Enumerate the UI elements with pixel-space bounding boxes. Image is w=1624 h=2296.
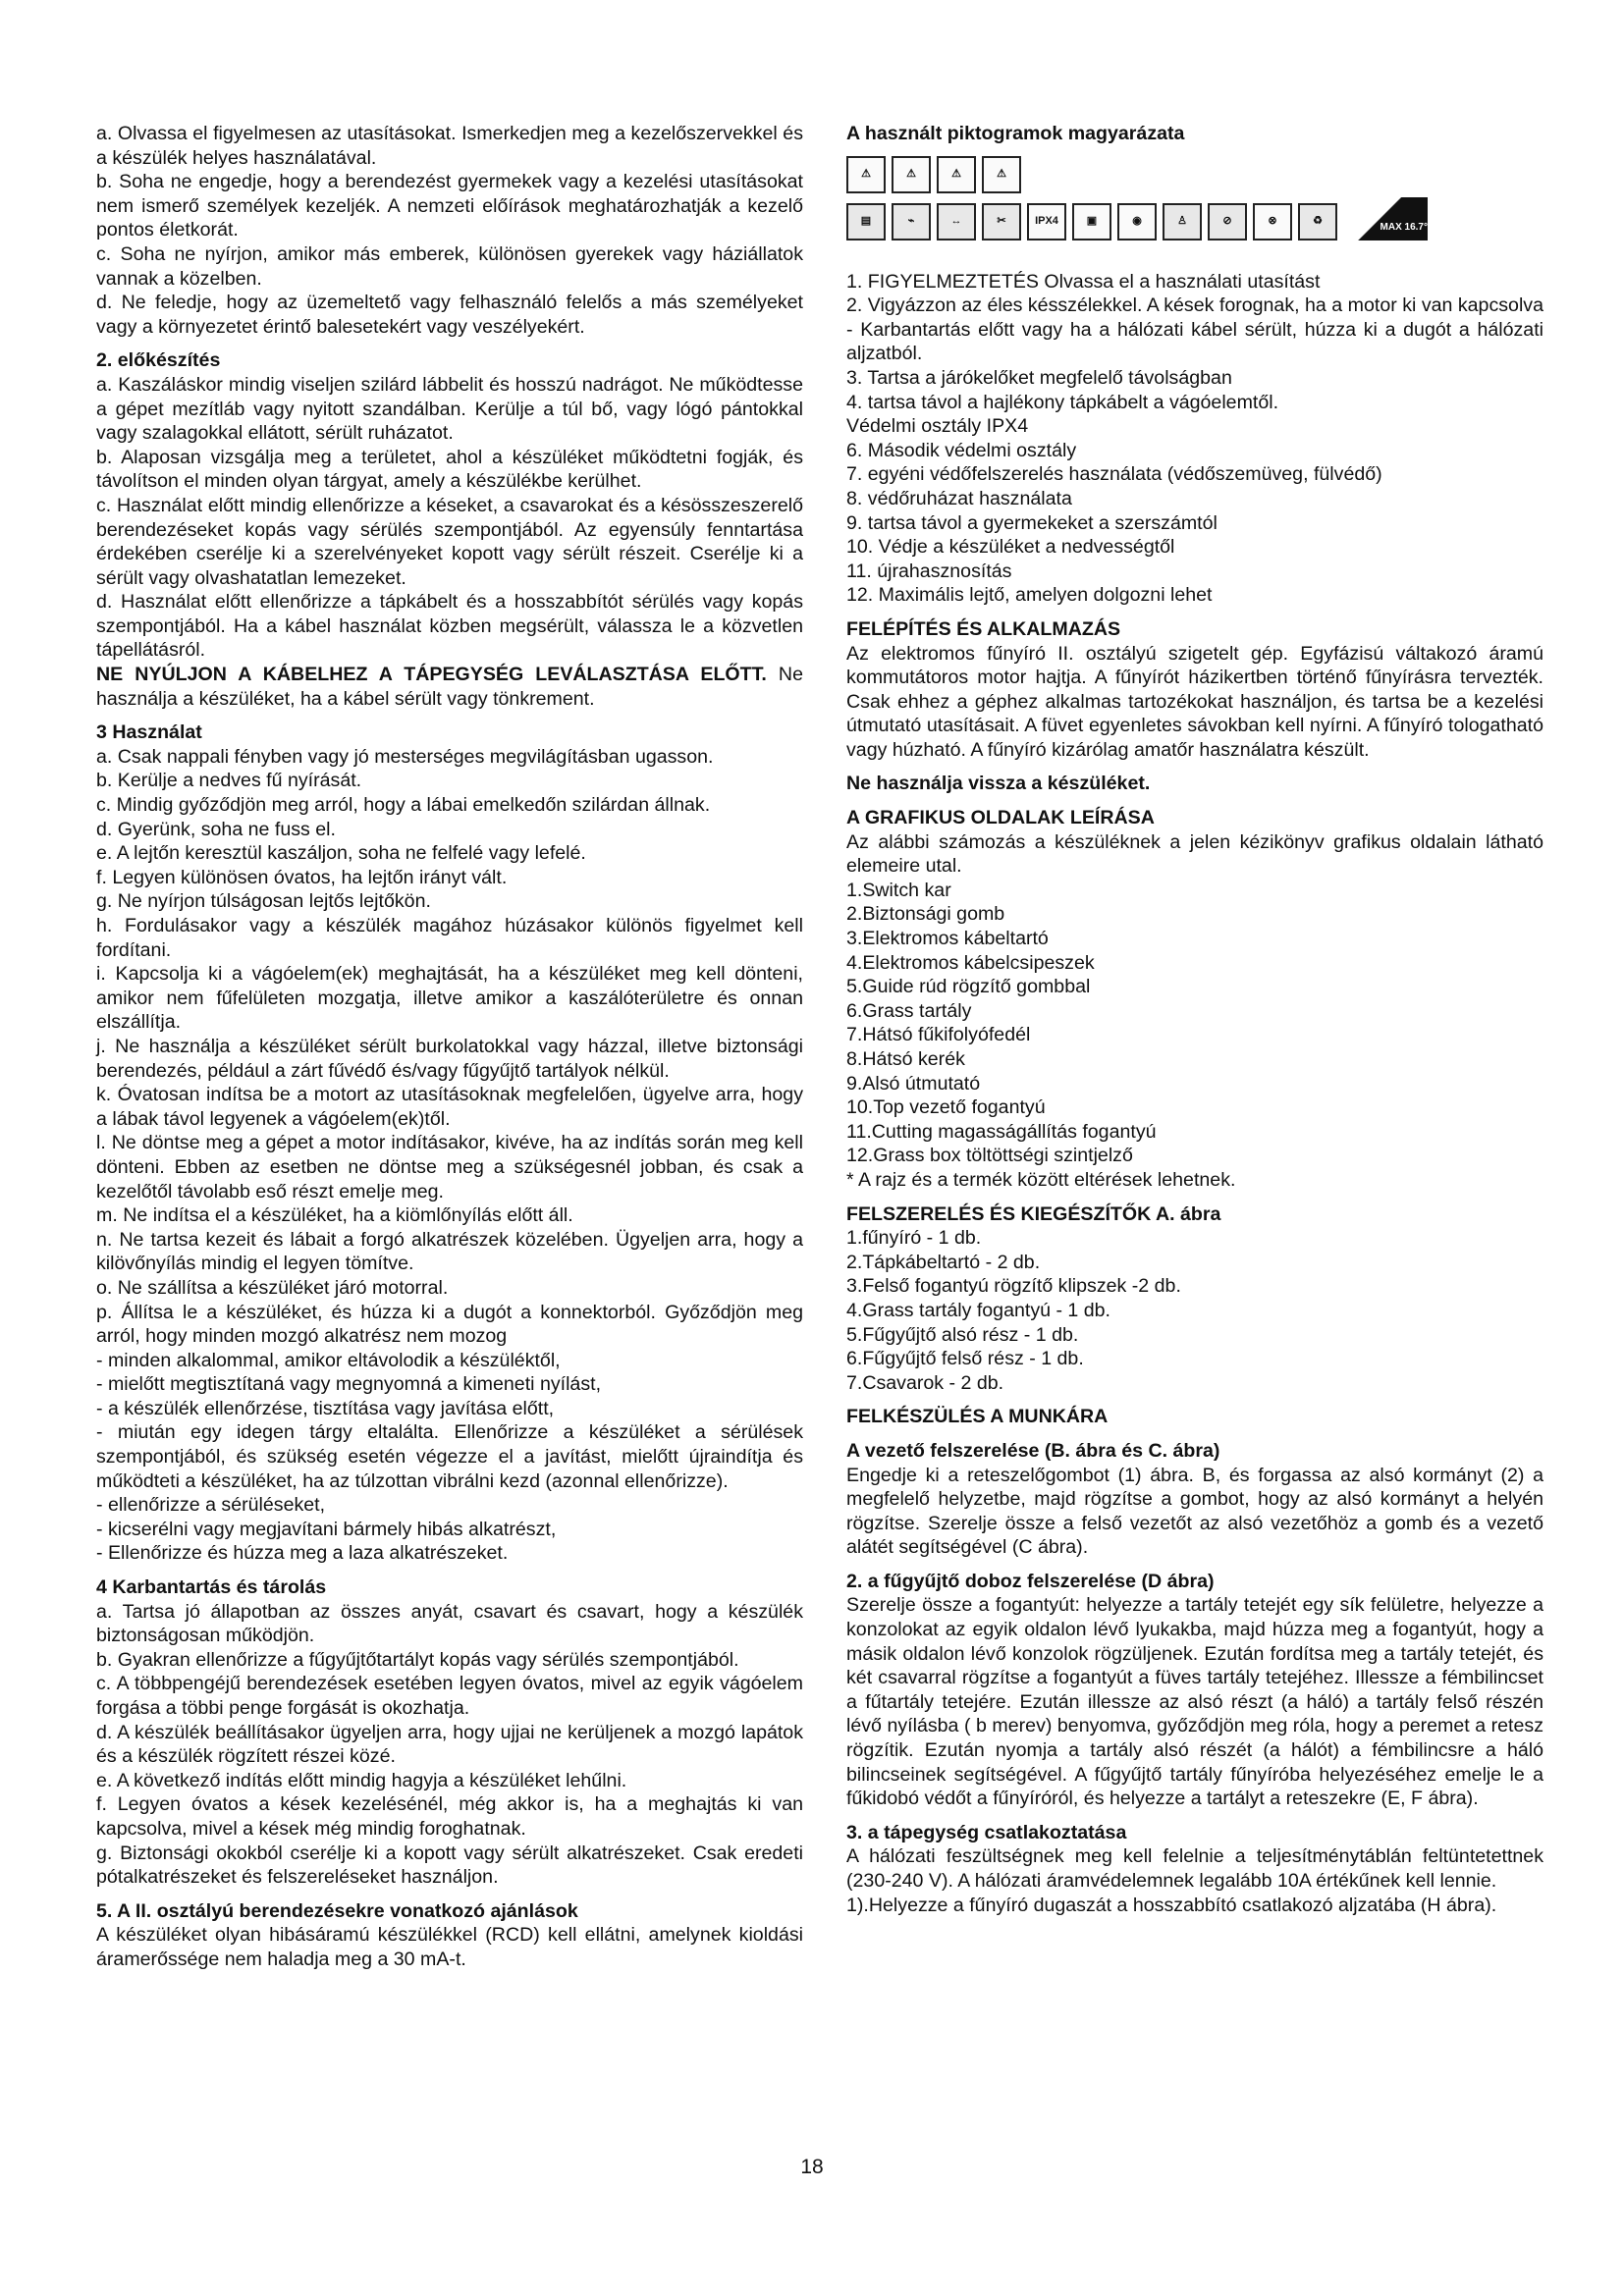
section-heading: 2. előkészítés bbox=[96, 349, 221, 372]
paragraph: b. Soha ne engedje, hogy a berendezést gyermekek vagy a kezelési utasításokat nem ismerő személyek kezeljék. A nemzeti előírások meghatározhatják a kezelő pontos életkorát. bbox=[96, 171, 803, 241]
no-children-icon: ⊘ bbox=[1208, 203, 1247, 240]
paragraph: - Ellenőrizze és húzza meg a laza alkatrészeket. bbox=[96, 1542, 509, 1565]
paragraph: 5.Guide rúd rögzítő gombbal bbox=[846, 976, 1091, 998]
section-heading: A GRAFIKUS OLDALAK LEÍRÁSA bbox=[846, 807, 1155, 829]
cable-blade-icon: ✂ bbox=[982, 203, 1021, 240]
paragraph: a. Csak nappali fényben vagy jó mesterséges megvilágításban ugasson. bbox=[96, 745, 714, 768]
paragraph: - a készülék ellenőrzése, tisztítása vagy javítása előtt, bbox=[96, 1397, 555, 1419]
pictogram-panel bbox=[846, 156, 1543, 262]
warning-blade-icon: ⚠ bbox=[892, 156, 931, 193]
class-ii-icon: ▣ bbox=[1072, 203, 1111, 240]
section-heading: Ne használja vissza a készüléket. bbox=[846, 773, 1151, 795]
protective-clothing-icon: ♙ bbox=[1163, 203, 1202, 240]
paragraph: 1.fűnyíró - 1 db. bbox=[846, 1227, 982, 1250]
paragraph: 5.Fűgyűjtő alsó rész - 1 db. bbox=[846, 1323, 1079, 1346]
paragraph: d. A készülék beállításakor ügyeljen arra, hogy ujjai ne kerüljenek a mozgó lapátok és a készülék rögzített részei közé. bbox=[96, 1721, 803, 1768]
paragraph: 1. FIGYELMEZTETÉS Olvassa el a használati utasítást bbox=[846, 270, 1321, 293]
max-slope-icon: MAX 16.7° bbox=[1343, 197, 1428, 240]
unplug-icon: ⌁ bbox=[892, 203, 931, 240]
paragraph: 4.Grass tartály fogantyú - 1 db. bbox=[846, 1299, 1111, 1321]
right-text bbox=[846, 270, 1543, 1918]
section-heading: 4 Karbantartás és tárolás bbox=[96, 1576, 327, 1599]
paragraph: 12. Maximális lejtő, amelyen dolgozni lehet bbox=[846, 584, 1213, 607]
paragraph: c. Mindig győződjön meg arról, hogy a lábai emelkedőn szilárdan állnak. bbox=[96, 794, 711, 817]
warning-bystanders-icon: ⚠ bbox=[937, 156, 976, 193]
paragraph: - mielőtt megtisztítaná vagy megnyomná a kimeneti nyílást, bbox=[96, 1373, 602, 1396]
recycle-icon: ♻ bbox=[1298, 203, 1337, 240]
paragraph: A készüléket olyan hibásáramú készülékkel (RCD) kell ellátni, amelynek kioldási áramerőssége nem haladja meg a 30 mA-t. bbox=[96, 1924, 803, 1970]
paragraph: 9. tartsa távol a gyermekeket a szerszámtól bbox=[846, 511, 1218, 534]
right-column bbox=[846, 122, 1543, 1917]
paragraph: e. A következő indítás előtt mindig hagyja a készüléket lehűlni. bbox=[96, 1769, 627, 1791]
paragraph: 2. Vigyázzon az éles késszélekkel. A kések forognak, ha a motor ki van kapcsolva - Karbantartás előtt vagy ha a hálózati kábel sérült, húzza ki a dugót a hálózati aljzatból. bbox=[846, 294, 1543, 365]
bystander-distance-icon: ↔ bbox=[937, 203, 976, 240]
paragraph: g. Ne nyírjon túlságosan lejtős lejtőkön. bbox=[96, 890, 431, 913]
paragraph: 10. Védje a készüléket a nedvességtől bbox=[846, 536, 1175, 559]
paragraph: 4.Elektromos kábelcsipeszek bbox=[846, 951, 1095, 974]
paragraph: 6.Fűgyűjtő felső rész - 1 db. bbox=[846, 1348, 1084, 1370]
paragraph: - minden alkalommal, amikor eltávolodik a készüléktől, bbox=[96, 1349, 561, 1371]
page-number: 18 bbox=[800, 2156, 824, 2178]
section-heading: 5. A II. osztályú berendezésekre vonatkozó ajánlások bbox=[96, 1899, 578, 1922]
goggles-icon: ◉ bbox=[1117, 203, 1157, 240]
paragraph: a. Kaszáláskor mindig viseljen szilárd lábbelit és hosszú nadrágot. Ne működtesse a gépet mezítláb vagy nyitott szandálban. Kerülje a túl bő, vagy lógó pántokkal vagy szalagokkal ellátott, sérült ruházatot. bbox=[96, 373, 803, 445]
pictogram-title: A használt piktogramok magyarázata bbox=[846, 123, 1185, 144]
paragraph: a. Olvassa el figyelmesen az utasításokat. Ismerkedjen meg a kezelőszervekkel és a készülék helyes használatával. bbox=[96, 123, 803, 169]
paragraph: 8. védőruházat használata bbox=[846, 487, 1072, 509]
paragraph: 10.Top vezető fogantyú bbox=[846, 1096, 1046, 1119]
paragraph: m. Ne indítsa el a készüléket, ha a kiömlőnyílás előtt áll. bbox=[96, 1204, 573, 1227]
paragraph: b. Kerülje a nedves fű nyírását. bbox=[96, 770, 362, 792]
paragraph: j. Ne használja a készüléket sérült burkolatokkal vagy házzal, illetve biztonsági berendezés, például a zárt fűvédő és/vagy fűgyűjtő tartályok nélkül. bbox=[96, 1035, 803, 1082]
paragraph: p. Állítsa le a készüléket, és húzza ki a dugót a konnektorból. Győződjön meg arról, hogy minden mozgó alkatrész nem mozog bbox=[96, 1301, 803, 1348]
section-heading: FELÉPÍTÉS ÉS ALKALMAZÁS bbox=[846, 617, 1121, 640]
paragraph: d. Gyerünk, soha ne fuss el. bbox=[96, 818, 336, 840]
paragraph: l. Ne döntse meg a gépet a motor indításakor, kivéve, ha az indítás során meg kell dönteni. Ebben az esetben ne döntse meg a szükségesnél jobban, és csak a kezelőtől távolabb eső részt emelje meg. bbox=[96, 1132, 803, 1202]
paragraph: e. A lejtőn keresztül kaszáljon, soha ne felfelé vagy lefelé. bbox=[96, 842, 586, 865]
paragraph: f. Legyen különösen óvatos, ha lejtőn irányt vált. bbox=[96, 866, 508, 888]
paragraph: Az alábbi számozás a készüléknek a jelen kézikönyv grafikus oldalain látható elemeire utal. bbox=[846, 830, 1543, 878]
no-rain-icon: ⊗ bbox=[1253, 203, 1292, 240]
paragraph: - kicserélni vagy megjavítani bármely hibás alkatrészt, bbox=[96, 1518, 557, 1540]
paragraph: 2.Tápkábeltartó - 2 db. bbox=[846, 1251, 1041, 1273]
paragraph: d. Ne feledje, hogy az üzemeltető vagy felhasználó felelős a más személyeket vagy a környezetet érintő balesetekért vagy veszélyekért. bbox=[96, 292, 803, 338]
section-heading: FELSZERELÉS ÉS KIEGÉSZÍTŐK A. ábra bbox=[846, 1202, 1221, 1225]
paragraph: b. Gyakran ellenőrizze a fűgyűjtőtartályt kopás vagy sérülés szempontjából. bbox=[96, 1648, 739, 1671]
warning-cable-icon: ⚠ bbox=[982, 156, 1021, 193]
paragraph: h. Fordulásakor vagy a készülék magához húzásakor különös figyelmet kell fordítani. bbox=[96, 915, 803, 961]
manual-icon: ▤ bbox=[846, 203, 886, 240]
paragraph: Védelmi osztály IPX4 bbox=[846, 415, 1029, 438]
paragraph: b. Alaposan vizsgálja meg a területet, ahol a készüléket működtetni fogják, és távolítson el minden olyan tárgyat, amely a készülékbe kerülhet. bbox=[96, 446, 803, 493]
paragraph: 7.Hátsó fűkifolyófedél bbox=[846, 1024, 1031, 1046]
paragraph: 6. Második védelmi osztály bbox=[846, 439, 1077, 461]
paragraph-tail: Ne használja a készüléket, ha a kábel sérült vagy tönkrement. bbox=[96, 664, 803, 710]
section-heading: 2. a fűgyűjtő doboz felszerelése (D ábra) bbox=[846, 1570, 1215, 1592]
paragraph: Engedje ki a reteszelőgombot (1) ábra. B, és forgassa az alsó kormányt (2) a megfelelő helyzetbe, majd rögzítse a gombot, hogy az alsó kormányt a helyén rögzítse. Szerelje össze a felső vezetőt az alsó vezetőhöz a gomb és a vezető alátét segítségével (C ábra). bbox=[846, 1464, 1543, 1559]
section-heading: 3. a tápegység csatlakoztatása bbox=[846, 1821, 1127, 1843]
paragraph: 1).Helyezze a fűnyíró dugaszát a hosszabbító csatlakozó aljzatába (H ábra). bbox=[846, 1894, 1497, 1916]
paragraph: A hálózati feszültségnek meg kell felelnie a teljesítménytáblán feltüntetettnek (230-240 V). A hálózati áramvédelemnek legalább 10A értékűnek kell lennie. bbox=[846, 1845, 1543, 1892]
paragraph: - miután egy idegen tárgy eltalálta. Ellenőrizze a készüléket a sérülések szempontjából, és szükség esetén végezze el a javítást, mielőtt újraindítja és működteti a készüléket, ha az túlzottan vibrálni kezd (azonnal ellenőrizze). bbox=[96, 1421, 803, 1492]
paragraph: - ellenőrizze a sérüléseket, bbox=[96, 1494, 326, 1517]
paragraph: 11. újrahasznosítás bbox=[846, 560, 1012, 582]
paragraph: 7.Csavarok - 2 db. bbox=[846, 1371, 1004, 1394]
paragraph: 3.Felső fogantyú rögzítő klipszek -2 db. bbox=[846, 1275, 1181, 1298]
left-column bbox=[96, 122, 803, 1972]
paragraph: k. Óvatosan indítsa be a motort az utasításoknak megfelelően, ügyelve arra, hogy a lábak távol legyenek a vágóelem(ek)től. bbox=[96, 1084, 803, 1130]
paragraph: n. Ne tartsa kezeit és lábait a forgó alkatrészek közelében. Ügyeljen arra, hogy a kilövőnyílás mindig el legyen tömítve. bbox=[96, 1228, 803, 1275]
paragraph: 12.Grass box töltöttségi szintjelző bbox=[846, 1145, 1133, 1167]
paragraph: 2.Biztonsági gomb bbox=[846, 903, 1005, 926]
paragraph: Szerelje össze a fogantyút: helyezze a tartály tetejét egy sík felületre, helyezze a konzolokat az egyik oldalon lévő lyukakba, majd húzza meg a fogantyút, hogy a másik oldalon lévő konzolok rögzüljenek. Ezután fordítsa meg a tartály tetejét, és két csavarral rögzítse a fogantyút a füves tartály tetejéhez. Illessze a fémbilincset a fűtartály tetejére. Ezután illessze az alsó részt (a háló) a tartály felső részén lévő nyílásba ( b merev) benyomva, győződjön meg róla, hogy a peremet a retesz rögzítik. Ezután nyomja a tartály alsó részét (a hálót) a fémbilincsre a háló bilincseinek segítségével. A fűgyűjtő tartály fűnyíróba helyezéséhez emelje le a fűkidobó védőt a fűnyíróról, és helyezze a tartályt a reteszekre (E, F ábra). bbox=[846, 1594, 1543, 1810]
paragraph: 3. Tartsa a járókelőket megfelelő távolságban bbox=[846, 366, 1232, 389]
section-heading: FELKÉSZÜLÉS A MUNKÁRA bbox=[846, 1406, 1109, 1428]
paragraph: o. Ne szállítsa a készüléket járó motorral. bbox=[96, 1276, 449, 1299]
paragraph: i. Kapcsolja ki a vágóelem(ek) meghajtását, ha a készüléket meg kell dönteni, amikor nem fűfelületen mozgatja, illetve amikor a kaszálóterületre és onnan elszállítja. bbox=[96, 963, 803, 1034]
warning-book-icon: ⚠ bbox=[846, 156, 886, 193]
bold-text: NE NYÚLJON A KÁBELHEZ A TÁPEGYSÉG LEVÁLASZTÁSA ELŐTT. bbox=[96, 664, 767, 686]
paragraph: 6.Grass tartály bbox=[846, 999, 972, 1022]
paragraph: 7. egyéni védőfelszerelés használata (védőszemüveg, fülvédő) bbox=[846, 463, 1382, 486]
paragraph: 8.Hátsó kerék bbox=[846, 1048, 965, 1070]
paragraph: a. Tartsa jó állapotban az összes anyát, csavart és csavart, hogy a készülék biztonságosan működjön. bbox=[96, 1600, 803, 1647]
section-heading: 3 Használat bbox=[96, 721, 202, 744]
paragraph bbox=[96, 663, 803, 711]
section-heading: A vezető felszerelése (B. ábra és C. ábra) bbox=[846, 1439, 1220, 1462]
paragraph: c. A többpengéjű berendezések esetében legyen óvatos, mivel az egyik vágóelem forgása a többi penge forgását is okozhatja. bbox=[96, 1673, 803, 1719]
paragraph: 9.Alsó útmutató bbox=[846, 1072, 981, 1095]
paragraph: f. Legyen óvatos a kések kezelésénél, még akkor is, ha a meghajtás ki van kapcsolva, mivel a kések még mindig foroghatnak. bbox=[96, 1793, 803, 1840]
paragraph: 3.Elektromos kábeltartó bbox=[846, 928, 1049, 950]
paragraph: 11.Cutting magasságállítás fogantyú bbox=[846, 1120, 1157, 1143]
paragraph: g. Biztonsági okokból cserélje ki a kopott vagy sérült alkatrészeket. Csak eredeti pótalkatrészeket és felszereléseket használjon. bbox=[96, 1842, 803, 1889]
ipx4-icon: IPX4 bbox=[1027, 203, 1066, 240]
paragraph: c. Soha ne nyírjon, amikor más emberek, különösen gyerekek vagy háziállatok vannak a közelben. bbox=[96, 242, 803, 290]
paragraph: * A rajz és a termék között eltérések lehetnek. bbox=[846, 1168, 1236, 1191]
paragraph: c. Használat előtt mindig ellenőrizze a késeket, a csavarokat és a késösszeszerelő berendezéseket kopás vagy sérülés szempontjából. Az egyensúly fenntartása érdekében cserélje ki a szerelvényeket kopott vagy sérült részeit. Cserélje ki a sérült vagy olvashatatlan lemezeket. bbox=[96, 494, 803, 589]
paragraph: d. Használat előtt ellenőrizze a tápkábelt és a hosszabbítót sérülés vagy kopás szempontjából. Ha a kábel használat közben megsérült, válassza le a közvetlen tápellátásról. bbox=[96, 591, 803, 662]
paragraph: 4. tartsa távol a hajlékony tápkábelt a vágóelemtől. bbox=[846, 391, 1279, 413]
paragraph: 1.Switch kar bbox=[846, 879, 951, 901]
paragraph: Az elektromos fűnyíró II. osztályú szigetelt gép. Egyfázisú váltakozó áramú kommutátoros motor hajtja. A fűnyírót házikertben történő fűnyírásra tervezték. Csak ehhez a géphez alkalmas tartozékokat használjon, és tartsa be a kezelési útmutató utasításait. A füvet egyenletes sávokban kell nyírni. A fűnyíró tologatható vagy húzható. A fűnyíró kizárólag amatőr használatra készült. bbox=[846, 642, 1543, 761]
